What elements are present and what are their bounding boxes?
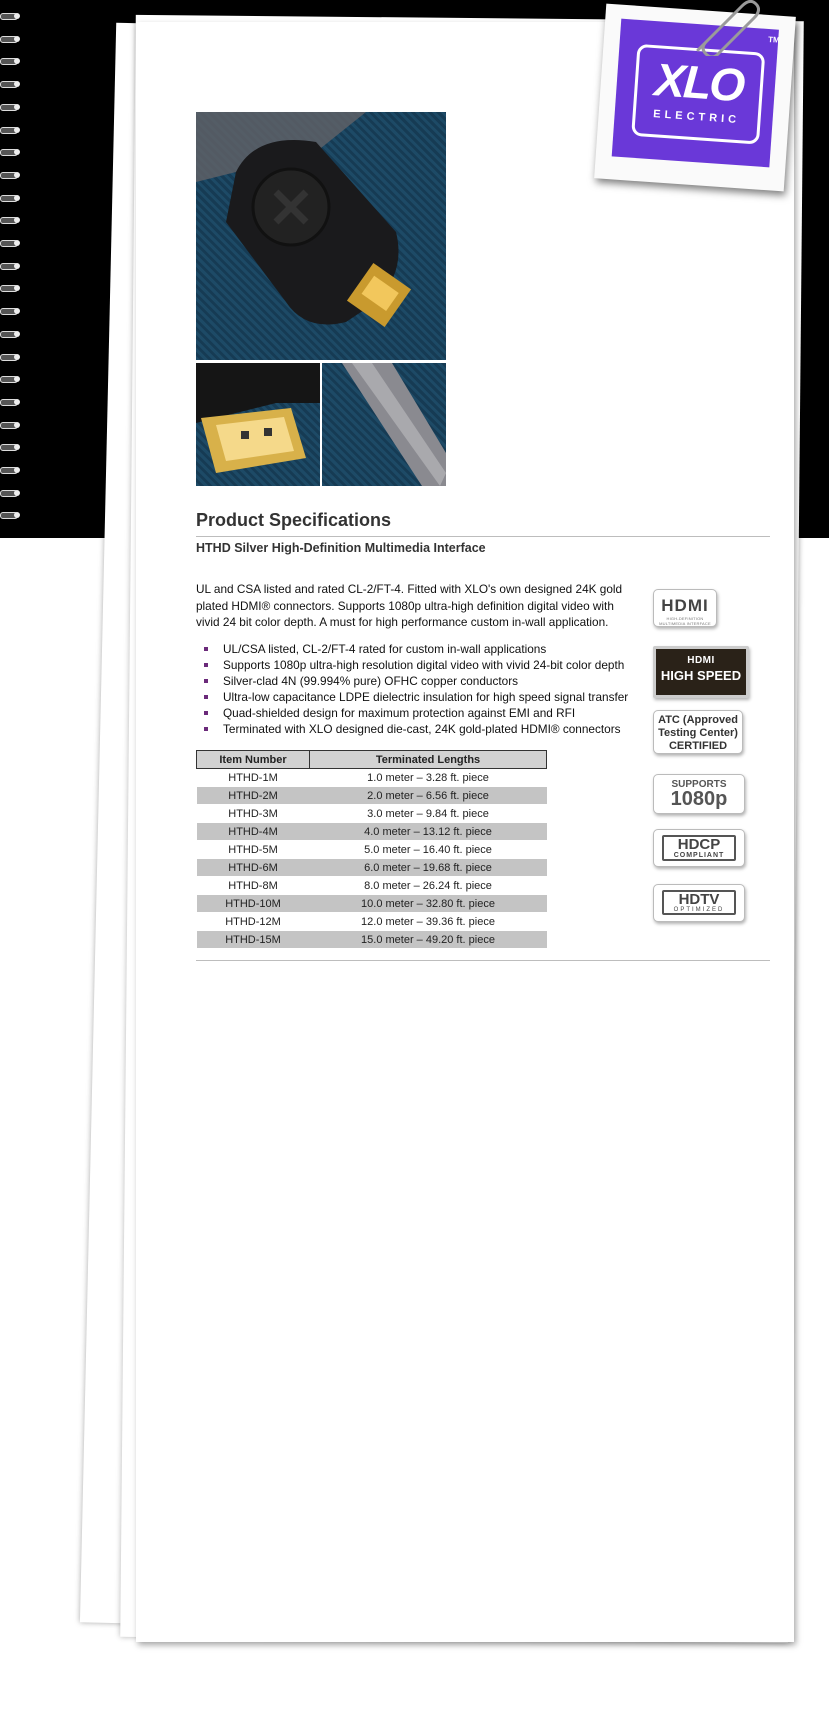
item-number-cell: HTHD-4M — [197, 823, 310, 841]
gold-connector-illustration — [196, 363, 320, 486]
trademark-mark: TM — [767, 34, 781, 45]
product-description: UL and CSA listed and rated CL-2/FT-4. Fitted with XLO's own designed 24K gold plated HDMI® connectors. Supports 1080p ultra-high definition digital video with vivid 24 bit color depth. A must for high performance custom in-wall application. — [196, 582, 623, 629]
length-cell: 4.0 meter – 13.12 ft. piece — [310, 823, 547, 841]
hdcp-compliant-badge — [653, 829, 745, 867]
product-photo-connector-closeup — [196, 363, 320, 486]
spiral-coil — [0, 307, 22, 315]
table-row — [197, 931, 547, 949]
spiral-coil — [0, 511, 22, 519]
compliant-text: COMPLIANT — [673, 852, 725, 859]
1080p-text: 1080p — [670, 788, 728, 810]
spiral-coil — [0, 489, 22, 497]
table-row — [197, 859, 547, 877]
table-row — [197, 841, 547, 859]
supports-text: SUPPORTS — [671, 779, 727, 790]
spiral-coil — [0, 57, 22, 65]
atc-line-2: Testing Center) — [658, 727, 738, 739]
length-cell: 3.0 meter – 9.84 ft. piece — [310, 805, 547, 823]
length-cell: 15.0 meter – 49.20 ft. piece — [310, 931, 547, 949]
table-row — [197, 823, 547, 841]
spiral-coil — [0, 103, 22, 111]
feature-list — [196, 641, 628, 737]
hdtv-optimized-badge — [653, 884, 745, 922]
list-item: Quad-shielded design for maximum protection against EMI and RFI — [196, 705, 628, 721]
length-cell: 2.0 meter – 6.56 ft. piece — [310, 787, 547, 805]
list-item: UL/CSA listed, CL-2/FT-4 rated for custom in-wall applications — [196, 641, 628, 657]
hdmi-logo-tagline: HIGH-DEFINITION MULTIMEDIA INTERFACE — [659, 616, 711, 626]
spiral-coil — [0, 80, 22, 88]
column-header-item-number: Item Number — [197, 751, 310, 769]
spiral-coil — [0, 375, 22, 383]
high-speed-text: HIGH SPEED — [660, 668, 742, 683]
spiral-coil — [0, 262, 22, 270]
spiral-coil — [0, 398, 22, 406]
spiral-coil — [0, 284, 22, 292]
logo-badge-frame — [631, 44, 765, 145]
item-number-cell: HTHD-5M — [197, 841, 310, 859]
list-item: Ultra-low capacitance LDPE dielectric insulation for high speed signal transfer — [196, 689, 628, 705]
table-row — [197, 769, 547, 787]
length-cell: 10.0 meter – 32.80 ft. piece — [310, 895, 547, 913]
atc-line-1: ATC (Approved — [658, 714, 738, 726]
item-number-cell: HTHD-12M — [197, 913, 310, 931]
spiral-coil — [0, 35, 22, 43]
spiral-coil — [0, 171, 22, 179]
spiral-coil — [0, 194, 22, 202]
page-title: Product Specifications — [196, 510, 392, 530]
spiral-binding — [0, 0, 26, 538]
length-cell: 6.0 meter – 19.68 ft. piece — [310, 859, 547, 877]
length-cell: 8.0 meter – 26.24 ft. piece — [310, 877, 547, 895]
optimized-text: OPTIMIZED — [673, 907, 725, 913]
hdcp-text: HDCP — [677, 836, 721, 853]
spiral-coil — [0, 330, 22, 338]
item-number-cell: HTHD-2M — [197, 787, 310, 805]
hdtv-text: HDTV — [678, 891, 720, 908]
item-number-cell: HTHD-1M — [197, 769, 310, 787]
title-divider — [196, 536, 770, 537]
table-row — [197, 787, 547, 805]
cable-jacket-illustration — [322, 363, 446, 486]
spiral-coil — [0, 239, 22, 247]
list-item: Terminated with XLO designed die-cast, 24K gold-plated HDMI® connectors — [196, 721, 628, 737]
product-photo-main — [196, 112, 446, 360]
table-row — [197, 877, 547, 895]
table-row — [197, 913, 547, 931]
spiral-coil — [0, 216, 22, 224]
spiral-coil — [0, 443, 22, 451]
table-bottom-divider — [196, 960, 770, 961]
spiral-coil — [0, 126, 22, 134]
spiral-coil — [0, 421, 22, 429]
column-header-lengths: Terminated Lengths — [310, 751, 547, 769]
spiral-coil — [0, 148, 22, 156]
item-number-cell: HTHD-6M — [197, 859, 310, 877]
item-number-cell: HTHD-8M — [197, 877, 310, 895]
spiral-coil — [0, 466, 22, 474]
high-speed-hdmi-text: HDMI — [687, 655, 715, 666]
spiral-coil — [0, 353, 22, 361]
item-number-cell: HTHD-10M — [197, 895, 310, 913]
hdmi-logo-text: HDMI — [661, 596, 709, 615]
logo-subtitle: ELECTRIC — [652, 108, 741, 127]
atc-line-3: CERTIFIED — [668, 740, 728, 752]
table-row — [197, 805, 547, 823]
length-cell: 1.0 meter – 3.28 ft. piece — [310, 769, 547, 787]
length-cell: 12.0 meter – 39.36 ft. piece — [310, 913, 547, 931]
spiral-coil — [0, 12, 22, 20]
atc-certified-badge — [653, 710, 743, 754]
item-number-cell: HTHD-3M — [197, 805, 310, 823]
hdmi-high-speed-badge — [653, 646, 749, 698]
lengths-table — [196, 750, 547, 949]
supports-1080p-badge — [653, 774, 745, 814]
list-item: Silver-clad 4N (99.994% pure) OFHC copper conductors — [196, 673, 628, 689]
hdmi-connector-illustration — [196, 112, 446, 360]
product-subtitle: HTHD Silver High-Definition Multimedia Interface — [196, 541, 486, 555]
table-header-row — [197, 751, 547, 769]
item-number-cell: HTHD-15M — [197, 931, 310, 949]
length-cell: 5.0 meter – 16.40 ft. piece — [310, 841, 547, 859]
product-photo-cable-jacket — [322, 363, 446, 486]
paperclip-icon — [690, 0, 760, 56]
hdmi-logo-badge — [653, 589, 717, 627]
table-row — [197, 895, 547, 913]
list-item: Supports 1080p ultra-high resolution digital video with vivid 24-bit color depth — [196, 657, 628, 673]
logo-wordmark: XLO — [653, 53, 746, 112]
